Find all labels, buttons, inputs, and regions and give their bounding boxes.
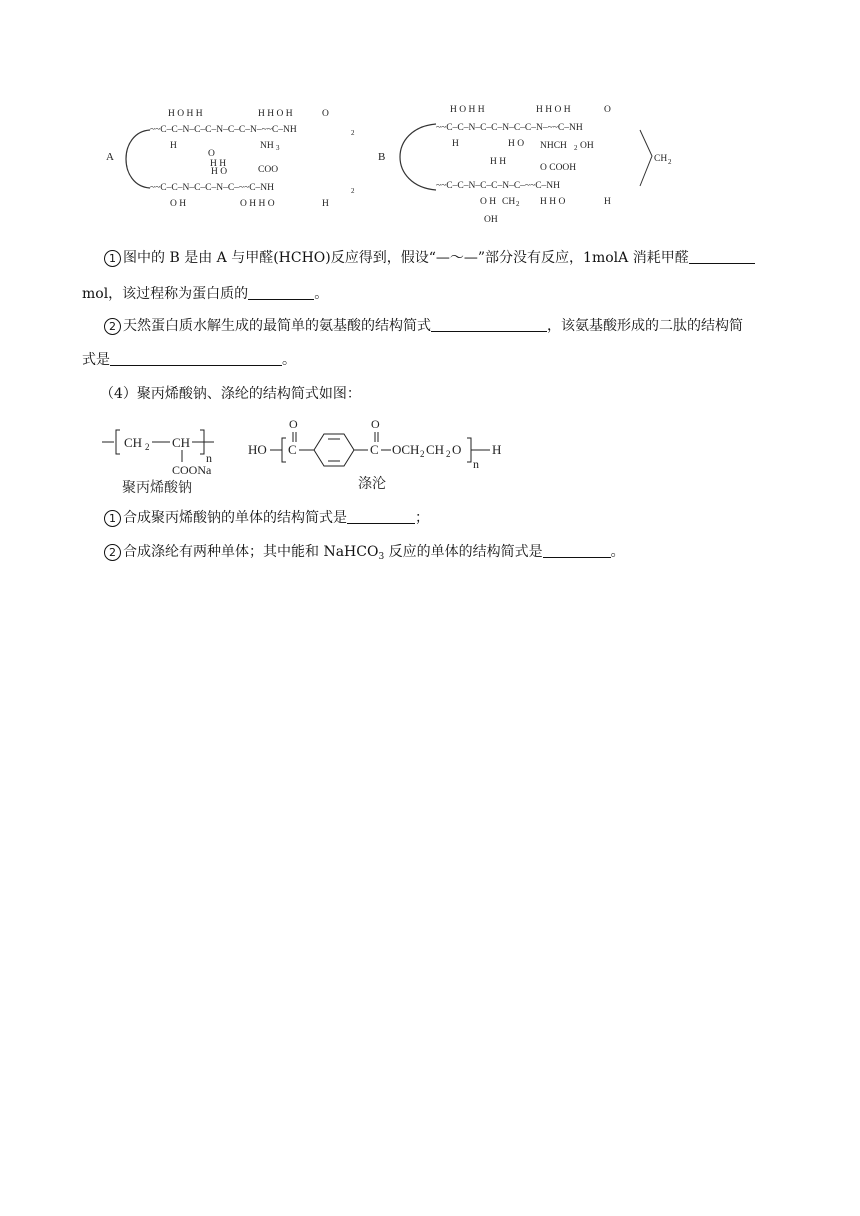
circled-number: 1 bbox=[104, 250, 121, 267]
circled-number: 2 bbox=[104, 318, 121, 335]
pet-caption: 涤沦 bbox=[358, 477, 386, 492]
svg-text:OH: OH bbox=[484, 215, 498, 225]
bridge-ch2: CH bbox=[654, 154, 668, 164]
structure-b-loop bbox=[400, 124, 436, 190]
svg-text:H: H bbox=[492, 442, 502, 457]
svg-text:2: 2 bbox=[574, 144, 578, 152]
svg-text:O: O bbox=[452, 442, 462, 457]
poly-acrylate-caption: 聚丙烯酸钠 bbox=[122, 481, 192, 496]
svg-text:2: 2 bbox=[446, 449, 451, 459]
q4-2-text2: 反应的单体的结构简式是 bbox=[384, 544, 543, 560]
svg-text:C: C bbox=[288, 442, 297, 457]
q4-heading: （4）聚丙烯酸钠、涤纶的结构简式如图： bbox=[100, 386, 361, 402]
svg-text:O: O bbox=[371, 417, 380, 431]
protein-structures-figure bbox=[100, 98, 680, 230]
svg-text:O: O bbox=[322, 109, 329, 119]
svg-text:H H: H H bbox=[490, 157, 507, 167]
protein-structures-svg bbox=[100, 98, 680, 230]
svg-text:2: 2 bbox=[351, 187, 355, 195]
svg-text:OH: OH bbox=[580, 141, 594, 151]
q3-2-line1 bbox=[104, 316, 834, 336]
svg-text:OCH: OCH bbox=[392, 442, 420, 457]
q3-2-end: 。 bbox=[282, 352, 296, 368]
svg-text:2: 2 bbox=[351, 129, 355, 137]
q3-1-text2: mol，该过程称为蛋白质的 bbox=[82, 286, 249, 302]
svg-text:H: H bbox=[452, 139, 459, 149]
q3-2-text2: 式是 bbox=[82, 352, 110, 368]
svg-text:n: n bbox=[206, 451, 212, 465]
svg-text:2: 2 bbox=[420, 449, 425, 459]
svg-text:H H O H: H H O H bbox=[536, 105, 571, 115]
svg-text:H O: H O bbox=[508, 139, 525, 149]
svg-text:~~C–C–N–C–C–N–C–C–N–~~C–NH: ~~C–C–N–C–C–N–C–C–N–~~C–NH bbox=[436, 123, 583, 133]
answer-blank[interactable] bbox=[431, 317, 547, 332]
svg-text:O H: O H bbox=[170, 199, 187, 209]
svg-text:H O: H O bbox=[211, 167, 228, 177]
svg-text:CH: CH bbox=[502, 197, 516, 207]
svg-text:H O H H: H O H H bbox=[168, 109, 203, 119]
svg-text:H H O: H H O bbox=[540, 197, 566, 207]
svg-text:H H: H H bbox=[210, 159, 227, 169]
answer-blank[interactable] bbox=[543, 543, 611, 558]
svg-text:2: 2 bbox=[668, 158, 672, 166]
svg-text:n: n bbox=[473, 457, 479, 471]
svg-text:2: 2 bbox=[516, 200, 520, 208]
svg-text:H O H H: H O H H bbox=[450, 105, 485, 115]
q3-2-line2 bbox=[82, 350, 812, 370]
svg-text:O H H O: O H H O bbox=[240, 199, 275, 209]
svg-text:2: 2 bbox=[145, 442, 150, 452]
answer-blank[interactable] bbox=[248, 285, 314, 300]
svg-text:~~C–C–N–C–C–N–C–C–N–~~C–NH: ~~C–C–N–C–C–N–C–C–N–~~C–NH bbox=[150, 125, 297, 135]
svg-text:CH: CH bbox=[426, 442, 445, 457]
q3-1-line1 bbox=[104, 248, 834, 268]
svg-text:H H O H: H H O H bbox=[258, 109, 293, 119]
svg-text:C: C bbox=[370, 442, 379, 457]
q4-2-end: 。 bbox=[610, 544, 625, 560]
svg-text:H: H bbox=[604, 197, 611, 207]
structure-a-label: A bbox=[106, 151, 114, 163]
q4-1-end: ； bbox=[415, 510, 429, 526]
q4-2-line bbox=[104, 542, 834, 567]
polymer-structures-figure bbox=[100, 412, 520, 496]
svg-text:3: 3 bbox=[276, 144, 280, 152]
q4-1-text: 合成聚丙烯酸钠的单体的结构简式是 bbox=[123, 510, 347, 526]
q4-2-text1: 合成涤纶有两种单体；其中能和 NaHCO bbox=[123, 544, 379, 560]
svg-text:COO: COO bbox=[258, 165, 279, 175]
svg-text:H: H bbox=[322, 199, 329, 209]
q3-1-text1: 图中的 B 是由 A 与甲醛(HCHO)反应得到，假设“—～—”部分没有反应，1molA 消耗甲醛 bbox=[123, 250, 689, 266]
svg-text:HO: HO bbox=[248, 442, 267, 457]
svg-text:O COOH: O COOH bbox=[540, 163, 577, 173]
svg-text:CH: CH bbox=[124, 435, 143, 450]
svg-text:~~C–C–N–C–C–N–C–~~C–NH: ~~C–C–N–C–C–N–C–~~C–NH bbox=[436, 181, 561, 191]
answer-blank[interactable] bbox=[110, 351, 282, 366]
poly-acrylate-structure bbox=[102, 430, 214, 496]
svg-text:NHCH: NHCH bbox=[540, 141, 567, 151]
svg-text:O: O bbox=[208, 149, 215, 159]
circled-number: 1 bbox=[104, 510, 121, 527]
structure-a-loop bbox=[126, 130, 150, 188]
svg-text:COONa: COONa bbox=[172, 463, 212, 477]
pet-structure bbox=[248, 417, 501, 492]
svg-text:O H: O H bbox=[480, 197, 497, 207]
svg-text:H: H bbox=[170, 141, 177, 151]
structure-b-label: B bbox=[378, 151, 386, 163]
structure-b-chain bbox=[436, 105, 611, 225]
q4-1-line bbox=[104, 508, 834, 528]
svg-text:O: O bbox=[604, 105, 611, 115]
answer-blank[interactable] bbox=[689, 249, 755, 264]
svg-text:O: O bbox=[289, 417, 298, 431]
q3-1-end: 。 bbox=[314, 286, 329, 302]
polymer-structures-svg bbox=[100, 412, 520, 496]
q3-2-text1: 天然蛋白质水解生成的最简单的氨基酸的结构简式 bbox=[123, 318, 431, 334]
q4-2-sub: 3 bbox=[378, 552, 385, 562]
q3-1-line2 bbox=[82, 284, 812, 304]
svg-text:~~C–C–N–C–C–N–C–~~C–NH: ~~C–C–N–C–C–N–C–~~C–NH bbox=[150, 183, 275, 193]
svg-text:CH: CH bbox=[172, 435, 191, 450]
methylene-bridge bbox=[640, 130, 652, 186]
answer-blank[interactable] bbox=[347, 509, 415, 524]
structure-a-chain bbox=[150, 109, 355, 209]
q3-2-text1b: ，该氨基酸形成的二肽的结构简 bbox=[547, 318, 743, 334]
circled-number: 2 bbox=[104, 544, 121, 561]
svg-text:NH: NH bbox=[260, 141, 274, 151]
